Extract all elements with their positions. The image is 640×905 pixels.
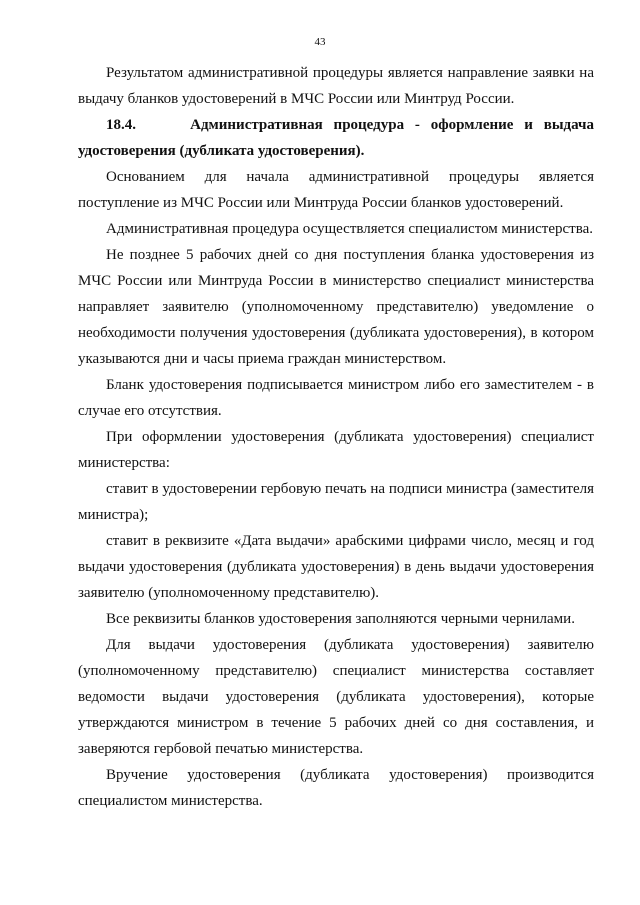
section-title: Административная процедура - оформление и выдача удостоверения (дубликата удостоверения). — [78, 117, 594, 159]
section-number: 18.4. — [106, 117, 136, 133]
paragraph-basis: Основанием для начала административной процедуры является поступление из МЧС России или Минтруда России бланков удостоверений. — [78, 169, 594, 211]
page-number: 43 — [314, 36, 326, 48]
section-heading — [78, 112, 594, 164]
paragraph-deadline: Не позднее 5 рабочих дней со дня поступления бланка удостоверения из МЧС России или Минтруда России в министерство специалист министерства направляет заявителю (уполномоченному представителю) уведомление о необходимости получения удостоверения (дубликата удостоверения), в котором указываются дни и часы приема граждан министерством. — [78, 247, 594, 367]
paragraph-statement: Для выдачи удостоверения (дубликата удостоверения) заявителю (уполномоченному представителю) специалист министерства составляет ведомости выдачи удостоверения (дубликата удостоверения), которые утверждаются министром в течение 5 рабочих дней со дня составления, и заверяются гербовой печатью министерства. — [78, 637, 594, 757]
paragraph-registration: При оформлении удостоверения (дубликата удостоверения) специалист министерства: — [78, 429, 594, 471]
paragraph-executor: Административная процедура осуществляется специалистом министерства. — [106, 221, 593, 237]
document-body — [78, 60, 594, 814]
paragraph-signature: Бланк удостоверения подписывается министром либо его заместителем - в случае его отсутствия. — [78, 377, 594, 419]
paragraph-delivery: Вручение удостоверения (дубликата удостоверения) производится специалистом министерства. — [78, 767, 594, 809]
paragraph-result: Результатом административной процедуры является направление заявки на выдачу бланков удостоверений в МЧС России или Минтруд России. — [78, 65, 594, 107]
paragraph-issue-date: ставит в реквизите «Дата выдачи» арабскими цифрами число, месяц и год выдачи удостоверения (дубликата удостоверения) в день выдачи удостоверения заявителю (уполномоченному представителю). — [78, 533, 594, 601]
paragraph-ink: Все реквизиты бланков удостоверения заполняются черными чернилами. — [106, 611, 575, 627]
paragraph-stamp: ставит в удостоверении гербовую печать на подписи министра (заместителя министра); — [78, 481, 594, 523]
